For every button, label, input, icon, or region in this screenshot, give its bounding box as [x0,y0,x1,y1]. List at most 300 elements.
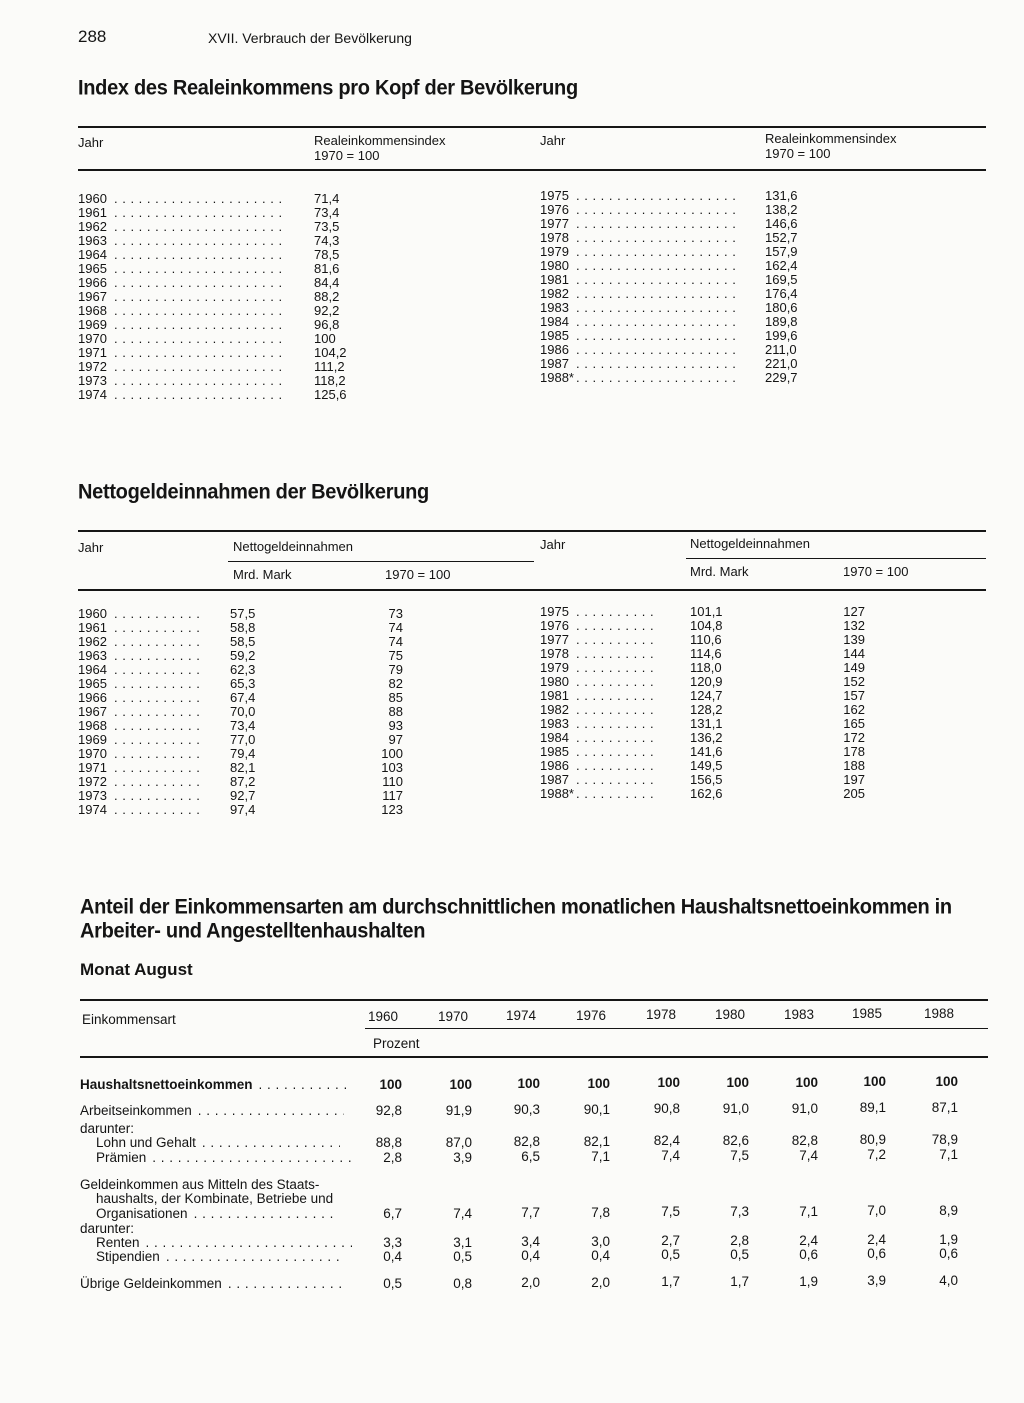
value-cell: 73,5 [314,219,340,234]
dot-leader [114,607,204,621]
value-cell: 87,0 [445,1134,472,1150]
value-cell: 162,4 [765,258,798,273]
index-cell: 79 [388,662,403,677]
year-cell: 1960 [78,191,107,206]
year-cell: 1982 [540,702,569,717]
row-label [80,1103,344,1118]
section1-left-list [78,192,378,402]
value-cell: 157,9 [765,244,798,259]
value-cell: 90,1 [583,1101,610,1117]
index-cell: 165 [843,716,865,731]
year-cell: 1977 [540,632,569,647]
year-cell: 1971 [78,345,107,360]
list-item [540,273,840,287]
section3-top-rule [80,999,988,1001]
mrd-cell: 97,4 [230,802,256,817]
row-label [80,1177,319,1192]
value-cell: 0,5 [383,1276,402,1291]
value-cell: 78,5 [314,247,340,262]
index-cell: 205 [843,786,865,801]
value-cell: 7,1 [591,1148,610,1164]
year-cell: 1967 [78,289,107,304]
dot-leader [576,343,736,357]
list-item [540,371,840,385]
year-cell: 1973 [78,373,107,388]
section1-top-rule [78,126,986,128]
year-cell: 1983 [540,716,569,731]
value-cell: 7,4 [453,1205,472,1221]
index-cell: 74 [388,620,403,635]
mrd-cell: 92,7 [230,788,256,803]
year-cell: 1961 [78,620,107,635]
value-cell: 96,8 [314,317,340,332]
dot-leader [576,689,658,703]
index-cell: 110 [382,774,403,789]
list-item [540,203,840,217]
value-cell: 7,4 [661,1148,680,1164]
dot-leader [576,605,658,619]
year-cell: 1969 [78,317,107,332]
index-cell: 152 [843,674,865,689]
value-cell: 100 [314,331,336,346]
dot-leader [114,234,286,248]
index-cell: 172 [843,730,865,745]
value-cell: 7,5 [661,1204,680,1220]
index-cell: 85 [388,690,403,705]
row-label [80,1121,134,1136]
section2-left-list [78,607,438,817]
year-cell: 1975 [540,604,569,619]
value-cell: 82,8 [513,1134,540,1150]
year-header: 1985 [852,1006,883,1022]
dot-leader [114,775,204,789]
mrd-cell: 136,2 [690,730,723,745]
list-item [540,189,840,203]
list-item [540,357,840,371]
index-cell: 97 [388,732,403,747]
list-item [540,759,900,773]
value-cell: 1,7 [661,1274,680,1290]
dot-leader [198,1103,344,1118]
row-label-text: Haushaltsnettoeinkommen [80,1077,253,1092]
mrd-cell: 73,4 [230,718,256,733]
dot-leader [228,1276,344,1291]
index-cell: 139 [843,632,865,647]
section1-header-rule [78,169,986,171]
row-label-text: Stipendien [96,1249,160,1264]
year-cell: 1981 [540,688,569,703]
year-cell: 1982 [540,286,569,301]
mrd-cell: 156,5 [690,772,723,787]
row-label [96,1235,352,1250]
year-header: 1974 [506,1008,537,1024]
value-cell: 2,4 [867,1232,886,1248]
value-cell: 90,8 [653,1101,680,1117]
value-cell: 229,7 [765,370,798,385]
mrd-cell: 62,3 [230,662,256,677]
value-cell: 7,1 [799,1203,818,1219]
dot-leader [146,1235,352,1250]
value-cell: 1,9 [939,1231,958,1247]
value-cell: 100 [935,1073,958,1089]
value-cell: 7,5 [730,1148,749,1163]
value-cell: 2,0 [521,1275,540,1291]
col-base-label: 1970 = 100 [314,148,380,163]
section2-top-rule [78,530,986,532]
index-cell: 82 [388,676,403,691]
value-cell: 146,6 [765,216,798,231]
dot-leader [194,1206,340,1221]
value-cell: 7,4 [799,1147,818,1163]
year-cell: 1986 [540,342,569,357]
row-label [96,1206,339,1221]
row-label-text: Geldeinkommen aus Mitteln des Staats- [80,1177,320,1192]
dot-leader [576,731,658,745]
value-cell: 87,1 [931,1099,958,1115]
mrd-cell: 124,7 [690,688,723,703]
mrd-cell: 110,6 [690,632,722,647]
section1-right-list [540,189,840,385]
year-cell: 1973 [78,788,107,803]
list-item [540,231,840,245]
section3-col-label: Einkommensart [82,1012,176,1027]
dot-leader [114,360,286,374]
mrd-cell: 58,5 [230,634,256,649]
value-cell: 7,8 [591,1204,610,1220]
mrd-cell: 67,4 [230,690,256,705]
year-cell: 1983 [540,300,569,315]
dot-leader [114,276,286,290]
row-label-text: Übrige Geldeinkommen [80,1276,222,1291]
value-cell: 0,5 [730,1247,749,1262]
list-item [540,301,840,315]
list-item [540,703,900,717]
value-cell: 74,3 [314,233,340,248]
row-label-text: darunter: [80,1121,135,1136]
value-cell: 0,6 [799,1246,818,1262]
index-cell: 73 [388,606,403,621]
value-cell: 100 [587,1075,610,1091]
dot-leader [114,663,204,677]
col-index-label: Realeinkommensindex [765,131,897,146]
dot-leader [576,315,736,329]
value-cell: 118,2 [314,373,346,388]
value-cell: 152,7 [765,230,798,245]
value-cell: 2,4 [799,1232,818,1248]
index-cell: 162 [843,702,865,717]
list-item [78,290,378,304]
section2-col-group-right: Nettogeldeinnahmen [690,536,810,551]
dot-leader [576,619,658,633]
mrd-cell: 70,0 [230,704,256,719]
year-cell: 1960 [78,606,107,621]
dot-leader [576,773,658,787]
year-header: 1978 [646,1007,677,1023]
dot-leader [576,787,658,801]
mrd-cell: 82,1 [230,760,256,775]
year-cell: 1979 [540,660,569,675]
chapter-title: XVII. Verbrauch der Bevölkerung [208,30,412,46]
value-cell: 4,0 [939,1272,958,1288]
value-cell: 1,7 [730,1274,749,1289]
year-header: 1976 [576,1007,607,1023]
section2-group-rule-left [228,561,534,562]
list-item [78,789,438,803]
value-cell: 92,2 [314,303,340,318]
list-item [540,329,840,343]
index-cell: 188 [843,758,865,773]
dot-leader [576,301,736,315]
dot-leader [576,273,736,287]
value-cell: 0,5 [661,1247,680,1263]
mrd-cell: 59,2 [230,648,256,663]
row-label [96,1150,351,1165]
index-cell: 144 [843,646,865,661]
mrd-cell: 79,4 [230,746,256,761]
dot-leader [202,1135,340,1150]
list-item [78,346,378,360]
index-cell: 127 [843,604,865,619]
section3-years-rule [365,1028,988,1029]
list-item [540,661,900,675]
section3-title-line2: Arbeiter- und Angestelltenhaushalten [80,919,426,943]
index-cell: 157 [843,688,865,703]
index-cell: 103 [381,760,403,775]
value-cell: 125,6 [314,387,347,402]
value-cell: 3,9 [453,1149,472,1165]
value-cell: 189,8 [765,314,798,329]
list-item [540,745,900,759]
value-cell: 2,8 [730,1233,749,1248]
dot-leader [114,803,204,817]
list-item [78,374,378,388]
index-cell: 117 [382,788,403,803]
row-label [80,1221,134,1236]
dot-leader [114,332,286,346]
year-cell: 1988* [540,370,574,385]
value-cell: 6,5 [521,1149,540,1165]
value-cell: 3,1 [453,1234,472,1250]
list-item [78,747,438,761]
year-cell: 1970 [78,331,107,346]
value-cell: 0,4 [383,1249,402,1264]
value-cell: 104,2 [314,345,347,360]
value-cell: 0,4 [591,1247,610,1263]
value-cell: 91,9 [445,1102,472,1118]
list-item [540,259,840,273]
value-cell: 131,6 [765,188,798,203]
mrd-cell: 77,0 [230,732,256,747]
section3-header-rule [80,1056,988,1058]
list-item [78,677,438,691]
dot-leader [576,759,658,773]
index-cell: 100 [381,746,403,761]
dot-leader [114,705,204,719]
value-cell: 0,4 [521,1248,540,1264]
list-item [540,605,900,619]
year-cell: 1972 [78,359,107,374]
section2-col-base-right: 1970 = 100 [843,564,909,579]
list-item [78,803,438,817]
row-label [96,1249,342,1264]
year-cell: 1968 [78,303,107,318]
value-cell: 7,7 [521,1205,540,1221]
year-cell: 1963 [78,648,107,663]
value-cell: 82,4 [653,1133,680,1149]
list-item [540,217,840,231]
dot-leader [576,703,658,717]
index-cell: 75 [388,648,403,663]
index-cell: 88 [388,704,403,719]
value-cell: 100 [726,1075,749,1090]
value-cell: 73,4 [314,205,340,220]
dot-leader [576,661,658,675]
list-item [78,192,378,206]
section2-col-jahr-right: Jahr [540,537,566,552]
list-item [78,607,438,621]
list-item [78,318,378,332]
mrd-cell: 120,9 [690,674,723,689]
value-cell: 0,6 [939,1245,958,1261]
value-cell: 8,9 [939,1202,958,1218]
year-cell: 1963 [78,233,107,248]
year-cell: 1962 [78,634,107,649]
dot-leader [114,262,286,276]
list-item [540,343,840,357]
section2-col-base-left: 1970 = 100 [385,567,451,582]
year-cell: 1965 [78,261,107,276]
row-label [80,1077,352,1092]
mrd-cell: 65,3 [230,676,256,691]
mrd-cell: 57,5 [230,606,256,621]
dot-leader [576,329,736,343]
section3-unit: Prozent [373,1036,420,1051]
list-item [78,719,438,733]
list-item [78,360,378,374]
value-cell: 82,6 [722,1133,749,1148]
year-header: 1988 [924,1005,955,1021]
year-cell: 1981 [540,272,569,287]
year-cell: 1977 [540,216,569,231]
dot-leader [576,371,736,385]
value-cell: 0,5 [453,1248,472,1264]
list-item [78,705,438,719]
mrd-cell: 162,6 [690,786,723,801]
year-cell: 1979 [540,244,569,259]
value-cell: 81,6 [314,261,340,276]
value-cell: 100 [863,1074,886,1090]
year-cell: 1968 [78,718,107,733]
value-cell: 84,4 [314,275,340,290]
list-item [78,775,438,789]
dot-leader [114,374,286,388]
list-item [540,689,900,703]
value-cell: 7,1 [939,1146,958,1162]
year-cell: 1975 [540,188,569,203]
section1-col-jahr-right: Jahr [540,133,566,148]
value-cell: 2,7 [661,1233,680,1249]
value-cell: 221,0 [765,356,798,371]
dot-leader [576,259,736,273]
dot-leader [114,789,204,803]
value-cell: 80,9 [859,1132,886,1148]
dot-leader [576,189,736,203]
list-item [78,276,378,290]
dot-leader [576,231,736,245]
col-index-label: Realeinkommensindex [314,133,446,148]
section2-col-jahr-left: Jahr [78,540,104,555]
mrd-cell: 118,0 [690,660,722,675]
year-cell: 1988* [540,786,574,801]
dot-leader [114,346,286,360]
year-header: 1983 [784,1006,815,1022]
dot-leader [576,633,658,647]
mrd-cell: 128,2 [690,702,723,717]
year-cell: 1970 [78,746,107,761]
row-label-text: haushalts, der Kombinate, Betriebe und [96,1191,334,1206]
list-item [78,206,378,220]
year-header: 1960 [368,1009,399,1024]
value-cell: 100 [795,1074,818,1090]
year-cell: 1984 [540,730,569,745]
year-cell: 1978 [540,230,569,245]
value-cell: 1,9 [799,1273,818,1289]
dot-leader [114,719,204,733]
list-item [540,773,900,787]
mrd-cell: 131,1 [690,716,723,731]
year-cell: 1969 [78,732,107,747]
year-cell: 1966 [78,690,107,705]
index-cell: 149 [843,660,865,675]
row-label-text: Arbeitseinkommen [80,1103,192,1118]
list-item [540,647,900,661]
value-cell: 88,8 [375,1135,402,1150]
section2-group-rule-right [686,558,986,559]
value-cell: 169,5 [765,272,798,287]
section2-col-mrd-right: Mrd. Mark [690,564,749,579]
year-cell: 1986 [540,758,569,773]
value-cell: 199,6 [765,328,798,343]
row-label-text: Prämien [96,1150,147,1165]
dot-leader [114,635,204,649]
dot-leader [166,1249,342,1264]
list-item [78,388,378,402]
dot-leader [114,304,286,318]
list-item [78,220,378,234]
value-cell: 176,4 [765,286,798,301]
list-item [540,675,900,689]
year-cell: 1962 [78,219,107,234]
value-cell: 78,9 [931,1131,958,1147]
year-cell: 1967 [78,704,107,719]
dot-leader [114,290,286,304]
list-item [540,787,900,801]
dot-leader [114,248,286,262]
value-cell: 111,2 [314,359,345,374]
mrd-cell: 101,1 [690,604,723,619]
index-cell: 197 [843,772,865,787]
dot-leader [576,675,658,689]
value-cell: 100 [657,1075,680,1091]
row-label [96,1135,340,1150]
list-item [540,633,900,647]
value-cell: 82,1 [583,1133,610,1149]
value-cell: 138,2 [765,202,798,217]
mrd-cell: 104,8 [690,618,723,633]
list-item [78,663,438,677]
year-cell: 1987 [540,772,569,787]
list-item [540,315,840,329]
